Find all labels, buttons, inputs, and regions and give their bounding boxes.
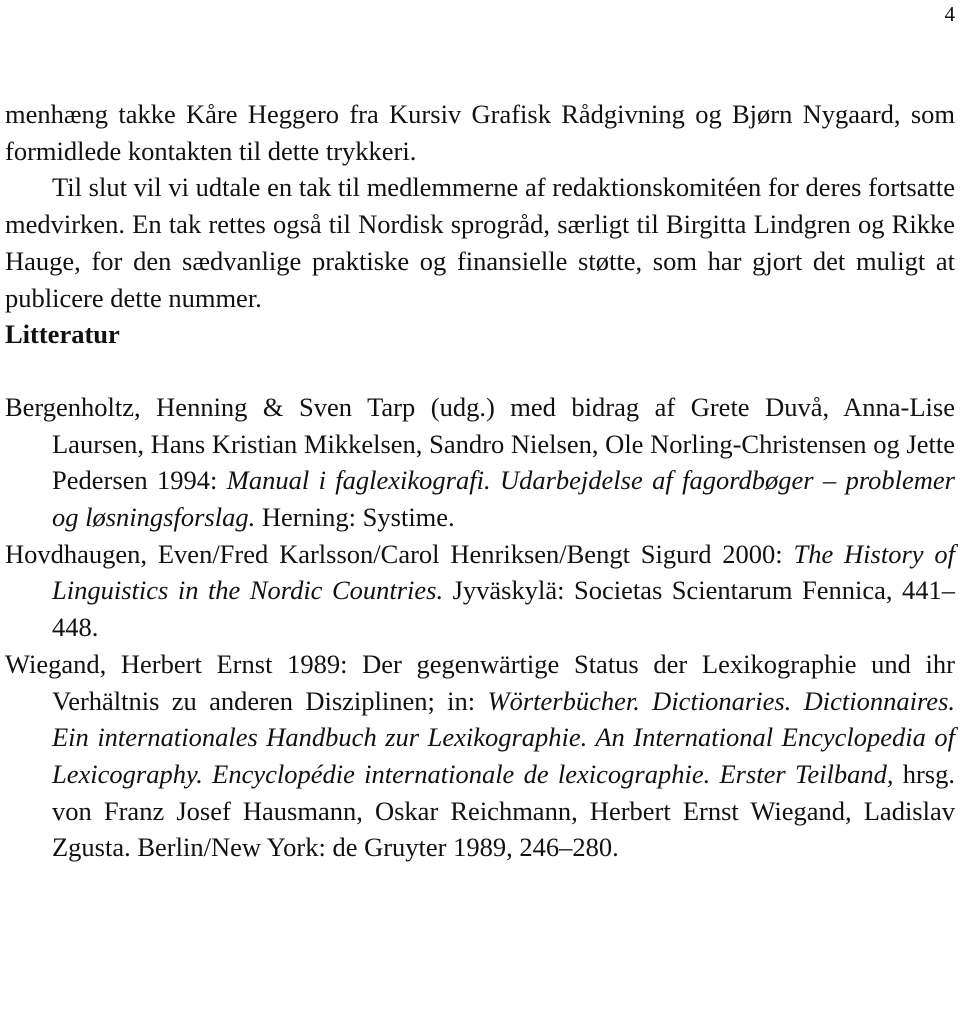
- body-text: [5, 96, 955, 866]
- paragraph-acknowledgements: Til slut vil vi udtale en tak til medlemmerne af redaktionskomitéen for deres fortsatte medvirken. En tak rettes også til Nordisk sprogråd, særligt til Birgitta Lindgren og Rikke Hauge, for den sædvanlige praktiske og finansielle støtte, som har gjort det muligt at publicere dette nummer.: [5, 172, 955, 313]
- reference-title: Manual i faglexikografi. Udarbejdelse af fagordbøger – problemer og løsningsforslag.: [52, 465, 955, 533]
- reference-title: Wörterbücher. Dictionaries. Dictionnaires. Ein internationales Handbuch zur Lexikographie. An International Encyclopedia of Lexicography. Encyclopédie internationale de lexicographie. Erster Teilband,: [52, 685, 956, 789]
- page-number: 4: [944, 2, 955, 26]
- references-heading: Litteratur: [5, 319, 120, 350]
- paragraph-continued: menhæng takke Kåre Heggero fra Kursiv Grafisk Rådgivning og Bjørn Nygaard, som formidlede kontakten til dette trykkeri.: [5, 99, 955, 166]
- reference-entry-wiegand: [5, 646, 955, 866]
- reference-title: The History of Linguistics in the Nordic Countries.: [52, 538, 955, 606]
- reference-entry-hovdhaugen: [5, 536, 955, 646]
- reference-publisher: Herning: Systime.: [255, 502, 455, 533]
- reference-publisher: Jyväskylä: Societas Scientarum Fennica, 441–448.: [52, 575, 955, 643]
- reference-entry-bergenholtz: [5, 389, 955, 536]
- document-page: [5, 0, 955, 1019]
- reference-authors: Bergenholtz, Henning & Sven Tarp (udg.) med bidrag af Grete Duvå, Anna-Lise Laursen, Hans Kristian Mikkelsen, Sandro Nielsen, Ole Norling-Christensen og Jette Pedersen 1994:: [5, 391, 955, 496]
- reference-authors: Wiegand, Herbert Ernst 1989: Der gegenwärtige Status der Lexikographie und ihr Verhältnis zu anderen Disziplinen; in:: [5, 648, 955, 716]
- reference-publisher: hrsg. von Franz Josef Hausmann, Oskar Reichmann, Herbert Ernst Wiegand, Ladislav Zgusta. Berlin/New York: de Gruyter 1989, 246–280.: [52, 758, 955, 863]
- reference-authors: Hovdhaugen, Even/Fred Karlsson/Carol Henriksen/Bengt Sigurd 2000:: [5, 538, 794, 569]
